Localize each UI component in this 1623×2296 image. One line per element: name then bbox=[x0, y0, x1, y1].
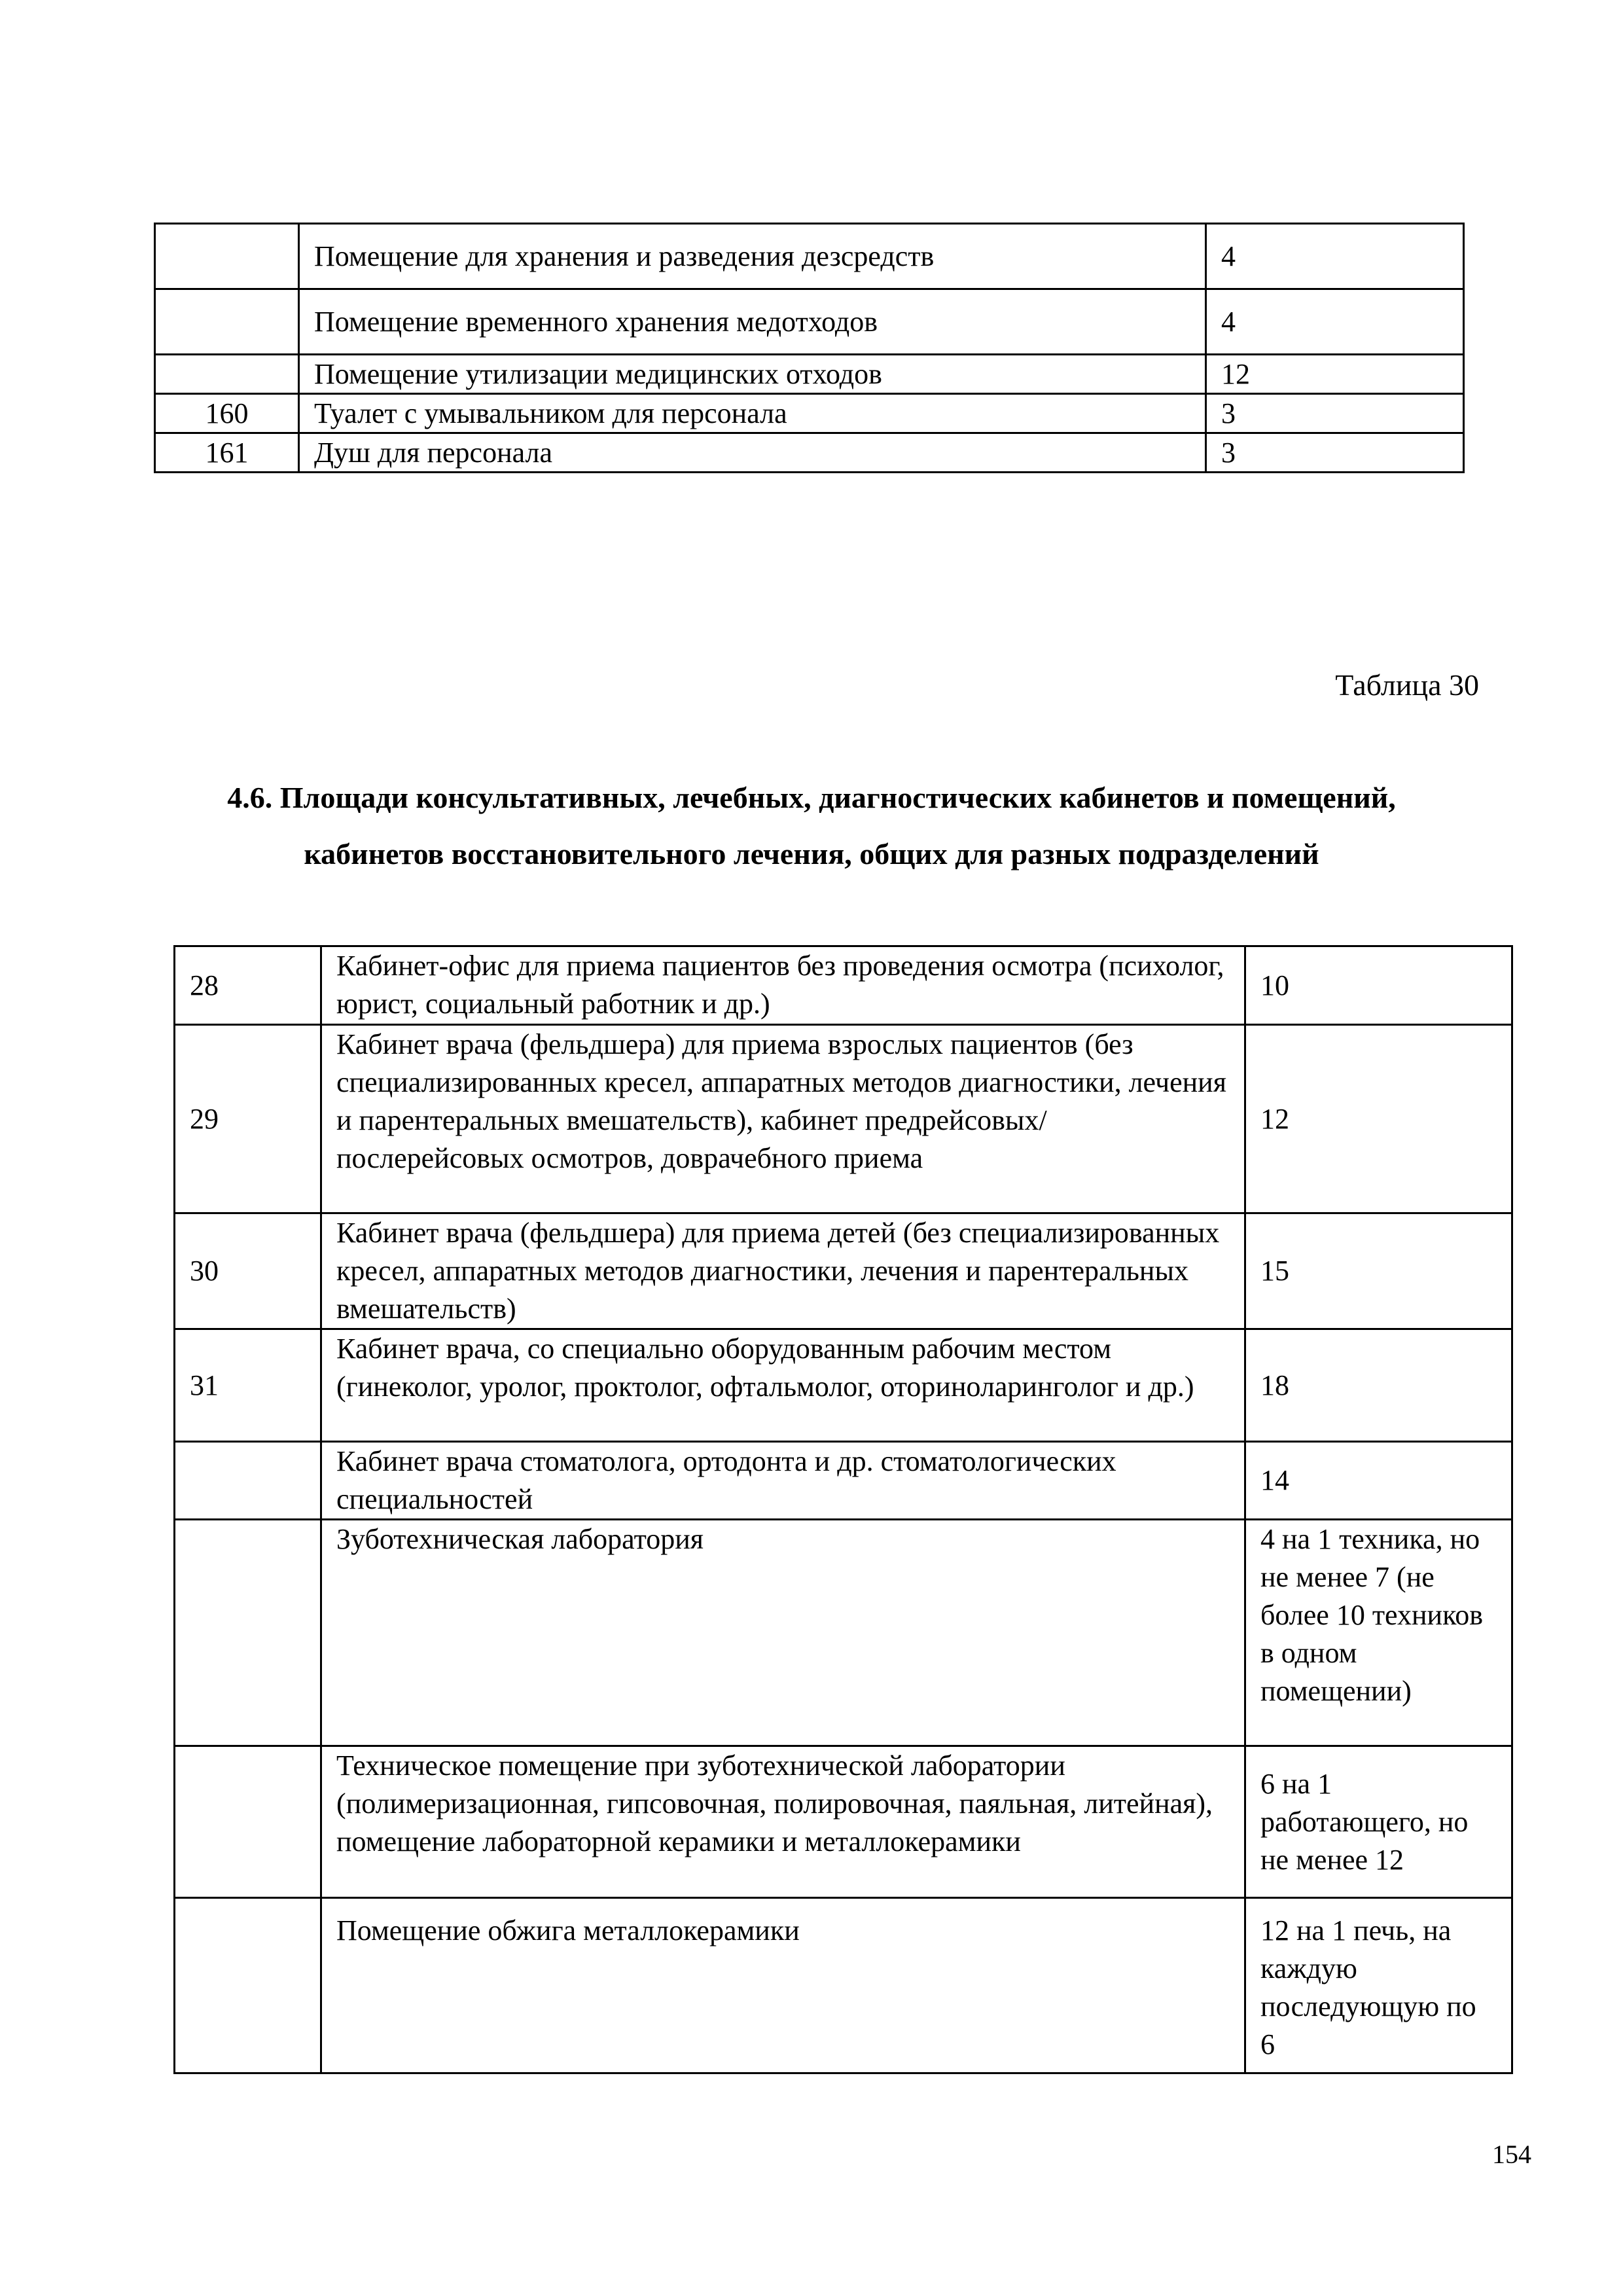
room-name: Кабинет врача (фельдшера) для приема взрослых пациентов (без специализированных кресел, аппаратных методов диагностики, лечения и парентеральных вмешательств), кабинет предрейсовых/послерейсовых осмотров, доврачебного приема bbox=[321, 1025, 1245, 1213]
room-area: 4 на 1 техника, но не менее 7 (не более 10 техников в одном помещении) bbox=[1245, 1520, 1512, 1746]
row-number bbox=[175, 1898, 321, 2073]
room-area: 14 bbox=[1245, 1442, 1512, 1520]
row-number bbox=[175, 1746, 321, 1898]
row-number: 30 bbox=[175, 1213, 321, 1329]
room-area: 18 bbox=[1245, 1329, 1512, 1442]
room-name: Помещение временного хранения медотходов bbox=[299, 289, 1206, 355]
room-area: 4 bbox=[1206, 224, 1464, 289]
room-area: 3 bbox=[1206, 433, 1464, 473]
row-number: 28 bbox=[175, 946, 321, 1025]
row-number: 31 bbox=[175, 1329, 321, 1442]
page-number: 154 bbox=[1492, 2140, 1531, 2169]
room-name: Помещение для хранения и разведения дезсредств bbox=[299, 224, 1206, 289]
table-row bbox=[155, 289, 1464, 355]
table-row bbox=[175, 1442, 1512, 1520]
table-row bbox=[175, 946, 1512, 1025]
room-area: 12 bbox=[1245, 1025, 1512, 1213]
room-name: Кабинет врача (фельдшера) для приема детей (без специализированных кресел, аппаратных методов диагностики, лечения и парентеральных вмешательств) bbox=[321, 1213, 1245, 1329]
room-name: Душ для персонала bbox=[299, 433, 1206, 473]
row-number bbox=[155, 224, 299, 289]
areas-table bbox=[173, 945, 1513, 2074]
room-area: 4 bbox=[1206, 289, 1464, 355]
room-area: 12 bbox=[1206, 355, 1464, 394]
room-area: 12 на 1 печь, на каждую последующую по 6 bbox=[1245, 1898, 1512, 2073]
room-name: Туалет с умывальником для персонала bbox=[299, 394, 1206, 433]
row-number bbox=[155, 289, 299, 355]
room-area: 3 bbox=[1206, 394, 1464, 433]
table-row bbox=[175, 1213, 1512, 1329]
table-row bbox=[155, 224, 1464, 289]
room-name: Кабинет врача, со специально оборудованным рабочим местом (гинеколог, уролог, проктолог, офтальмолог, оториноларинголог и др.) bbox=[321, 1329, 1245, 1442]
row-number bbox=[175, 1442, 321, 1520]
row-number bbox=[175, 1520, 321, 1746]
row-number: 160 bbox=[155, 394, 299, 433]
table-caption: Таблица 30 bbox=[1335, 668, 1479, 702]
room-area: 6 на 1 работающего, но не менее 12 bbox=[1245, 1746, 1512, 1898]
table-row bbox=[155, 355, 1464, 394]
row-number bbox=[155, 355, 299, 394]
room-name: Помещение обжига металлокерамики bbox=[321, 1898, 1245, 2073]
row-number: 161 bbox=[155, 433, 299, 473]
table-row bbox=[175, 1746, 1512, 1898]
table-row bbox=[155, 433, 1464, 473]
room-area: 15 bbox=[1245, 1213, 1512, 1329]
table-row bbox=[175, 1898, 1512, 2073]
room-name: Кабинет врача стоматолога, ортодонта и др. стоматологических специальностей bbox=[321, 1442, 1245, 1520]
section-heading-line1: 4.6. Площади консультативных, лечебных, диагностических кабинетов и помещений, bbox=[227, 781, 1396, 814]
room-name: Кабинет-офис для приема пациентов без проведения осмотра (психолог, юрист, социальный работник и др.) bbox=[321, 946, 1245, 1025]
room-name: Техническое помещение при зуботехнической лаборатории (полимеризационная, гипсовочная, полировочная, паяльная, литейная), помещение лабораторной керамики и металлокерамики bbox=[321, 1746, 1245, 1898]
room-area: 10 bbox=[1245, 946, 1512, 1025]
table-row bbox=[175, 1329, 1512, 1442]
table-row bbox=[175, 1025, 1512, 1213]
continuation-table bbox=[154, 223, 1465, 473]
table-row bbox=[155, 394, 1464, 433]
room-name: Зуботехническая лаборатория bbox=[321, 1520, 1245, 1746]
table-row bbox=[175, 1520, 1512, 1746]
row-number: 29 bbox=[175, 1025, 321, 1213]
section-heading-line2: кабинетов восстановительного лечения, общих для разных подразделений bbox=[304, 837, 1319, 870]
room-name: Помещение утилизации медицинских отходов bbox=[299, 355, 1206, 394]
